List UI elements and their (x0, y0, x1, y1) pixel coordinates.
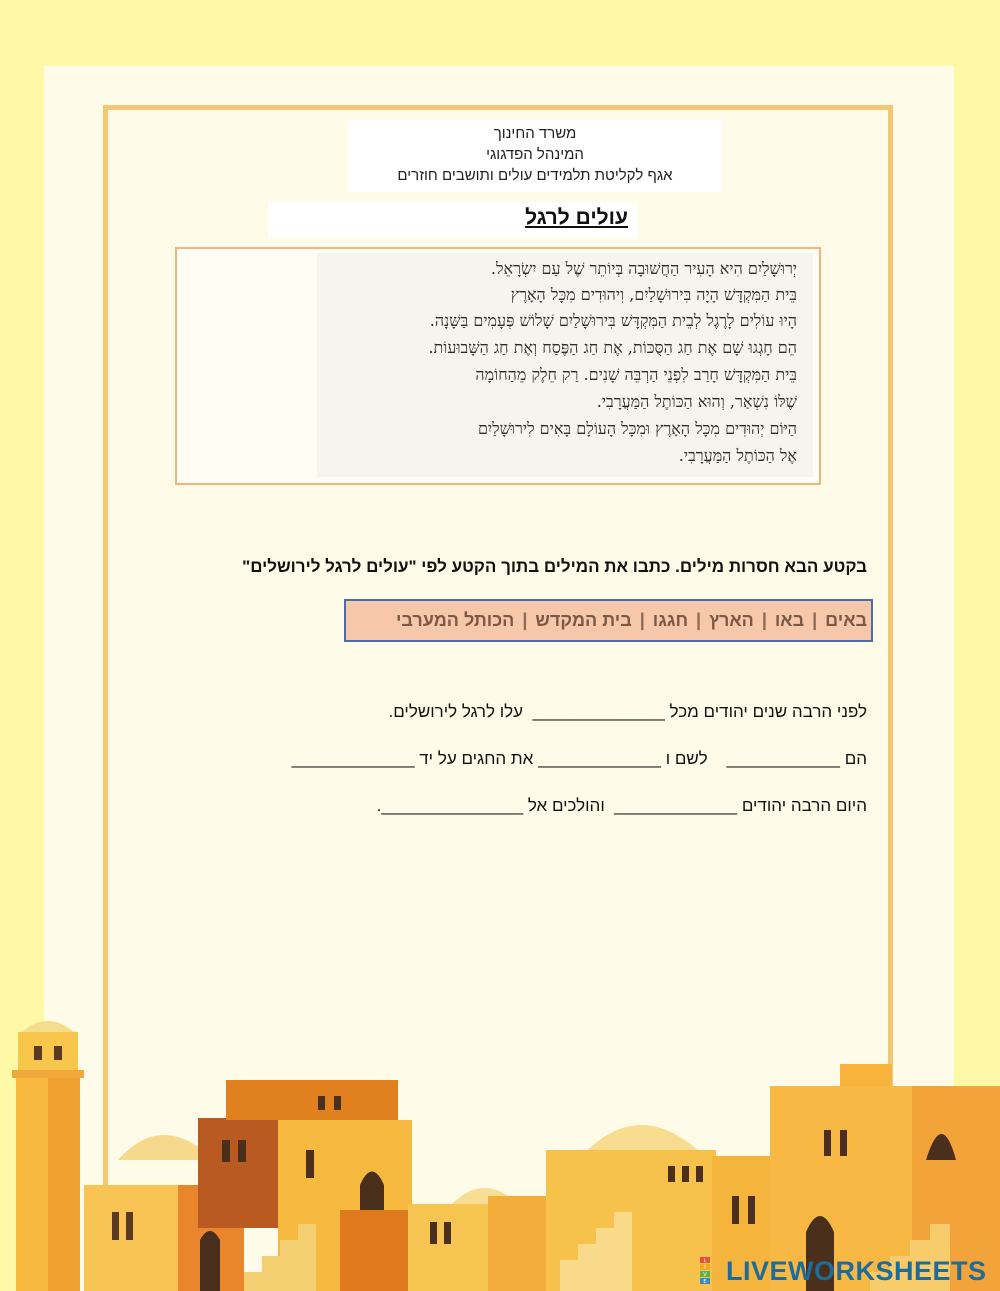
word-bank-separator: | (639, 610, 645, 630)
word-bank-item[interactable]: בית המקדש (535, 610, 632, 630)
passage-line-2: בֵּית הַמִּקְדָּשׁ הָיָה בִּירוּשָׁלַיִם, וִיהוּדִים מִכָּל הָאָרֶץ (510, 285, 797, 304)
logo-letter: V (703, 1272, 707, 1278)
liveworksheets-brand-text: LIVEWORKSHEETS (726, 1255, 987, 1286)
word-bank-separator: | (696, 610, 702, 630)
passage-line-8: אֶל הַכּוֹתֶל הַמַּעֲרָבִי. (678, 446, 797, 465)
word-bank-separator: | (522, 610, 528, 630)
word-bank-item[interactable]: הכותל המערבי (395, 610, 515, 630)
word-bank-item[interactable]: באים (825, 610, 867, 630)
fill-in-sentence-2[interactable]: הם ____________ לשם ו _____________ את החגים על יד _____________ (291, 749, 867, 768)
word-bank-item[interactable]: הארץ (709, 610, 754, 630)
passage-line-4: הֵם חָגְגוּ שָׁם אֶת חַג הַסֻּכּוֹת, אֶת חַג הַפֶּסַח וְאֶת חַג הַשָּׁבוּעוֹת. (428, 338, 797, 357)
ministry-header (348, 120, 722, 192)
liveworksheets-logo-icon (700, 1257, 724, 1285)
passage-line-5: בֵּית הַמִּקְדָּשׁ חָרַב לִפְנֵי הַרְבֵּה שָׁנִים. רַק חֵלֶק מֵהַחוֹמָה (475, 365, 797, 384)
header-line-1: משרד החינוך (493, 125, 577, 142)
logo-letter: L (703, 1258, 707, 1264)
passage-line-7: הַיּוֹם יְהוּדִים מִכָּל הָאָרֶץ וּמִכָּל הָעוֹלָם בָּאִים לִירוּשָׁלַיִם (477, 419, 797, 438)
liveworksheets-logo (700, 1256, 987, 1286)
word-bank-item[interactable]: באו (774, 610, 805, 630)
word-bank-item[interactable]: חגגו (652, 610, 689, 630)
header-line-2: המינהל הפדגוגי (486, 146, 584, 163)
word-bank (344, 599, 873, 642)
passage-line-1: יְרוּשָׁלַיִם הִיא הָעִיר הַחֲשׁוּבָה בְּיוֹתֵר שֶׁל עַם יִשְׂרָאֵל. (490, 259, 797, 278)
reading-passage-box (175, 247, 821, 485)
page-title: עולים לרגל (525, 206, 628, 229)
jerusalem-skyline-illustration (0, 1010, 1000, 1291)
header-line-3: אגף לקליטת תלמידים עולים ותושבים חוזרים (397, 167, 673, 184)
logo-letter: E (703, 1279, 707, 1285)
fill-in-sentence-3[interactable]: היום הרבה יהודים _____________ והולכים אל _______________. (376, 796, 867, 815)
exercise-instruction: בקטע הבא חסרות מילים. כתבו את המילים בתוך הקטע לפי "עולים לרגל לירושלים" (242, 557, 867, 576)
fill-in-sentence-1[interactable]: לפני הרבה שנים יהודים מכל ______________ עלו לרגל לירושלים. (388, 702, 867, 721)
logo-letter: I (704, 1265, 706, 1271)
word-bank-separator: | (812, 610, 818, 630)
passage-line-6: שֶׁלּוֹ נִשְׁאַר, וְהוּא הַכּוֹתֶל הַמַּעֲרָבִי. (596, 392, 797, 411)
passage-line-3: הָיוּ עוֹלִים לָרֶגֶל לְבֵית הַמִּקְדָּשׁ בִּירוּשָׁלַיִם שָׁלוֹשׁ פְּעָמִים בַּשָּׁנָה. (429, 311, 797, 330)
word-bank-separator: | (761, 610, 767, 630)
